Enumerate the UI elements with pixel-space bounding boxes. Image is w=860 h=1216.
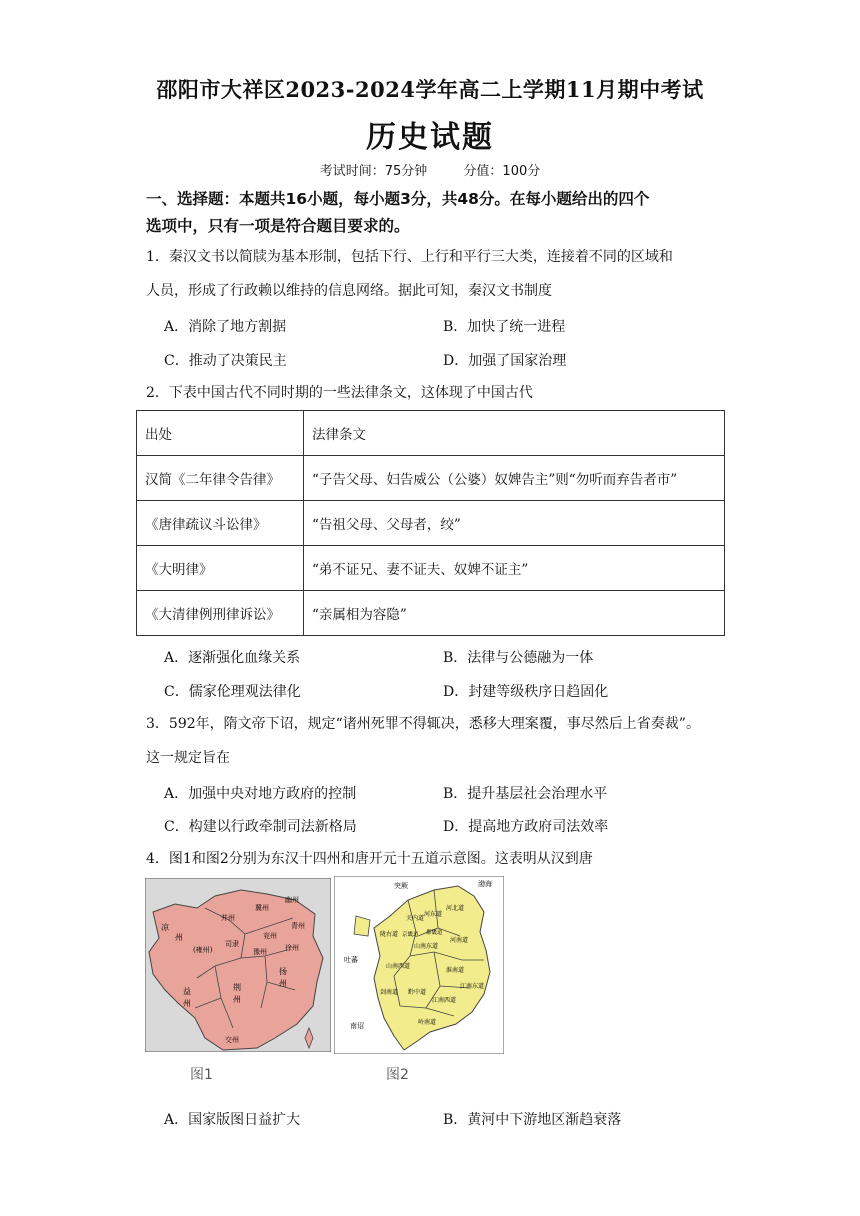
exam-time: 考试时间：75分钟: [319, 164, 428, 179]
fig1-label: 兖州: [263, 932, 277, 940]
section-heading-line2: 选项中，只有一项是符合题目要求的。: [146, 217, 410, 235]
table-cell: 《大清律例刑律诉讼》: [137, 591, 304, 636]
table-cell: “子告父母、妇告威公（公婆）奴婢告主”则“勿听而弃告者市”: [304, 456, 725, 501]
fig2-label: 陇右道: [380, 931, 399, 938]
table-row: [137, 456, 725, 501]
q3-stem-line1: 3．592年，隋文帝下诏，规定“诸州死罪不得辄决，悉移大理案覆，事尽然后上省奏裁”。: [146, 716, 700, 732]
table-header-row: [137, 411, 725, 456]
fig2-label: 淮南道: [446, 967, 465, 974]
fig2-caption: 图2: [386, 1067, 409, 1083]
fig1-label: (雍州): [193, 946, 213, 954]
table-cell: 汉简《二年律令告律》: [137, 456, 304, 501]
fig2-label: 河北道: [446, 905, 465, 912]
q1-option-d: D．加强了国家治理: [443, 353, 567, 369]
fig1-label: 州: [183, 999, 191, 1008]
q1-option-a: A．消除了地方割据: [164, 319, 287, 335]
fig1-caption: 图1: [190, 1067, 213, 1083]
exam-meta: [0, 160, 860, 179]
q3-option-a: A．加强中央对地方政府的控制: [164, 786, 357, 802]
fig1-label: 扬: [279, 967, 287, 976]
table-header-cell: 出处: [137, 411, 304, 456]
q2-option-a: A．逐渐强化血缘关系: [164, 650, 301, 666]
q1-stem-line1: 1．秦汉文书以简牍为基本形制，包括下行、上行和平行三大类，连接着不同的区域和: [146, 249, 673, 265]
fig1-label: 并州: [221, 914, 235, 922]
q4-option-a: A．国家版图日益扩大: [164, 1112, 301, 1128]
fig1-label: 徐州: [285, 944, 299, 952]
q4-option-b: B．黄河中下游地区渐趋衰落: [443, 1112, 622, 1128]
law-table: [136, 410, 725, 636]
fig2-label: 江南西道: [432, 997, 457, 1004]
fig1-label: 交州: [225, 1036, 239, 1044]
fig2-label: 岭南道: [418, 1019, 437, 1026]
q1-option-b: B．加快了统一进程: [443, 319, 566, 335]
fig1-label: 州: [279, 979, 287, 988]
fig1-label: 州: [233, 995, 241, 1004]
fig1-label: 豫州: [253, 948, 267, 956]
table-row: [137, 591, 725, 636]
q2-option-b: B．法律与公德融为一体: [443, 650, 594, 666]
fig2-label: 河南道: [450, 937, 469, 944]
fig2-label: 突厥: [394, 882, 408, 890]
fig1-label: 司隶: [225, 940, 239, 948]
tang-west-region: [354, 916, 370, 936]
fig1-label: 冀州: [255, 904, 269, 912]
fig2-label: 山南西道: [386, 963, 411, 970]
table-header-cell: 法律条文: [304, 411, 725, 456]
fig1-label: 幽州: [285, 896, 299, 904]
fig2-label: 关内道: [406, 915, 425, 922]
fig1-label: 益: [183, 987, 191, 996]
q3-option-b: B．提升基层社会治理水平: [443, 786, 608, 802]
fig2-label: 河东道: [424, 911, 443, 918]
q3-stem-line2: 这一规定旨在: [146, 750, 230, 766]
fig1-label: 凉: [161, 923, 169, 932]
q2-stem: 2．下表中国古代不同时期的一些法律条文，这体现了中国古代: [146, 385, 533, 401]
q3-option-d: D．提高地方政府司法效率: [443, 819, 609, 835]
q1-stem-line2: 人员，形成了行政赖以维持的信息网络。据此可知，秦汉文书制度: [146, 283, 552, 299]
exam-score: 分值：100分: [463, 164, 541, 179]
q4-stem: 4．图1和图2分别为东汉十四州和唐开元十五道示意图。这表明从汉到唐: [146, 851, 593, 867]
q1-option-c: C．推动了决策民主: [164, 353, 287, 369]
fig2-label: 渤海: [478, 880, 492, 888]
fig1-label: 青州: [291, 922, 305, 930]
q2-option-d: D．封建等级秩序日趋固化: [443, 684, 609, 700]
exam-title: 邵阳市大祥区2023-2024学年高二上学期11月期中考试: [156, 77, 704, 102]
fig2-label: 南诏: [350, 1022, 364, 1030]
section-heading-line1: 一、选择题：本题共16小题，每小题3分，共48分。在每小题给出的四个: [146, 190, 650, 208]
table-cell: “亲属相为容隐”: [304, 591, 725, 636]
table-row: [137, 546, 725, 591]
table-cell: “弟不证兄、妻不证夫、奴婢不证主”: [304, 546, 725, 591]
fig2-label: 吐蕃: [344, 956, 358, 964]
fig2-label: 江南东道: [460, 983, 485, 990]
fig2-label: 山南东道: [414, 943, 439, 950]
table-cell: 《唐律疏议斗讼律》: [137, 501, 304, 546]
fig2-label: 剑南道: [380, 989, 399, 996]
han-map-figure: [145, 878, 331, 1052]
fig1-label: 荆: [233, 983, 241, 992]
table-row: [137, 501, 725, 546]
exam-subject-title: 历史试题: [366, 120, 494, 155]
table-cell: “告祖父母、父母者，绞”: [304, 501, 725, 546]
q2-option-c: C．儒家伦理观法律化: [164, 684, 301, 700]
q3-option-c: C．构建以行政牵制司法新格局: [164, 819, 357, 835]
fig2-label: 都畿道: [426, 930, 443, 936]
fig2-label: 京畿道: [402, 932, 419, 938]
table-cell: 《大明律》: [137, 546, 304, 591]
tang-map-figure: [334, 876, 504, 1054]
fig1-label: 州: [175, 933, 183, 942]
fig2-label: 黔中道: [408, 989, 427, 996]
